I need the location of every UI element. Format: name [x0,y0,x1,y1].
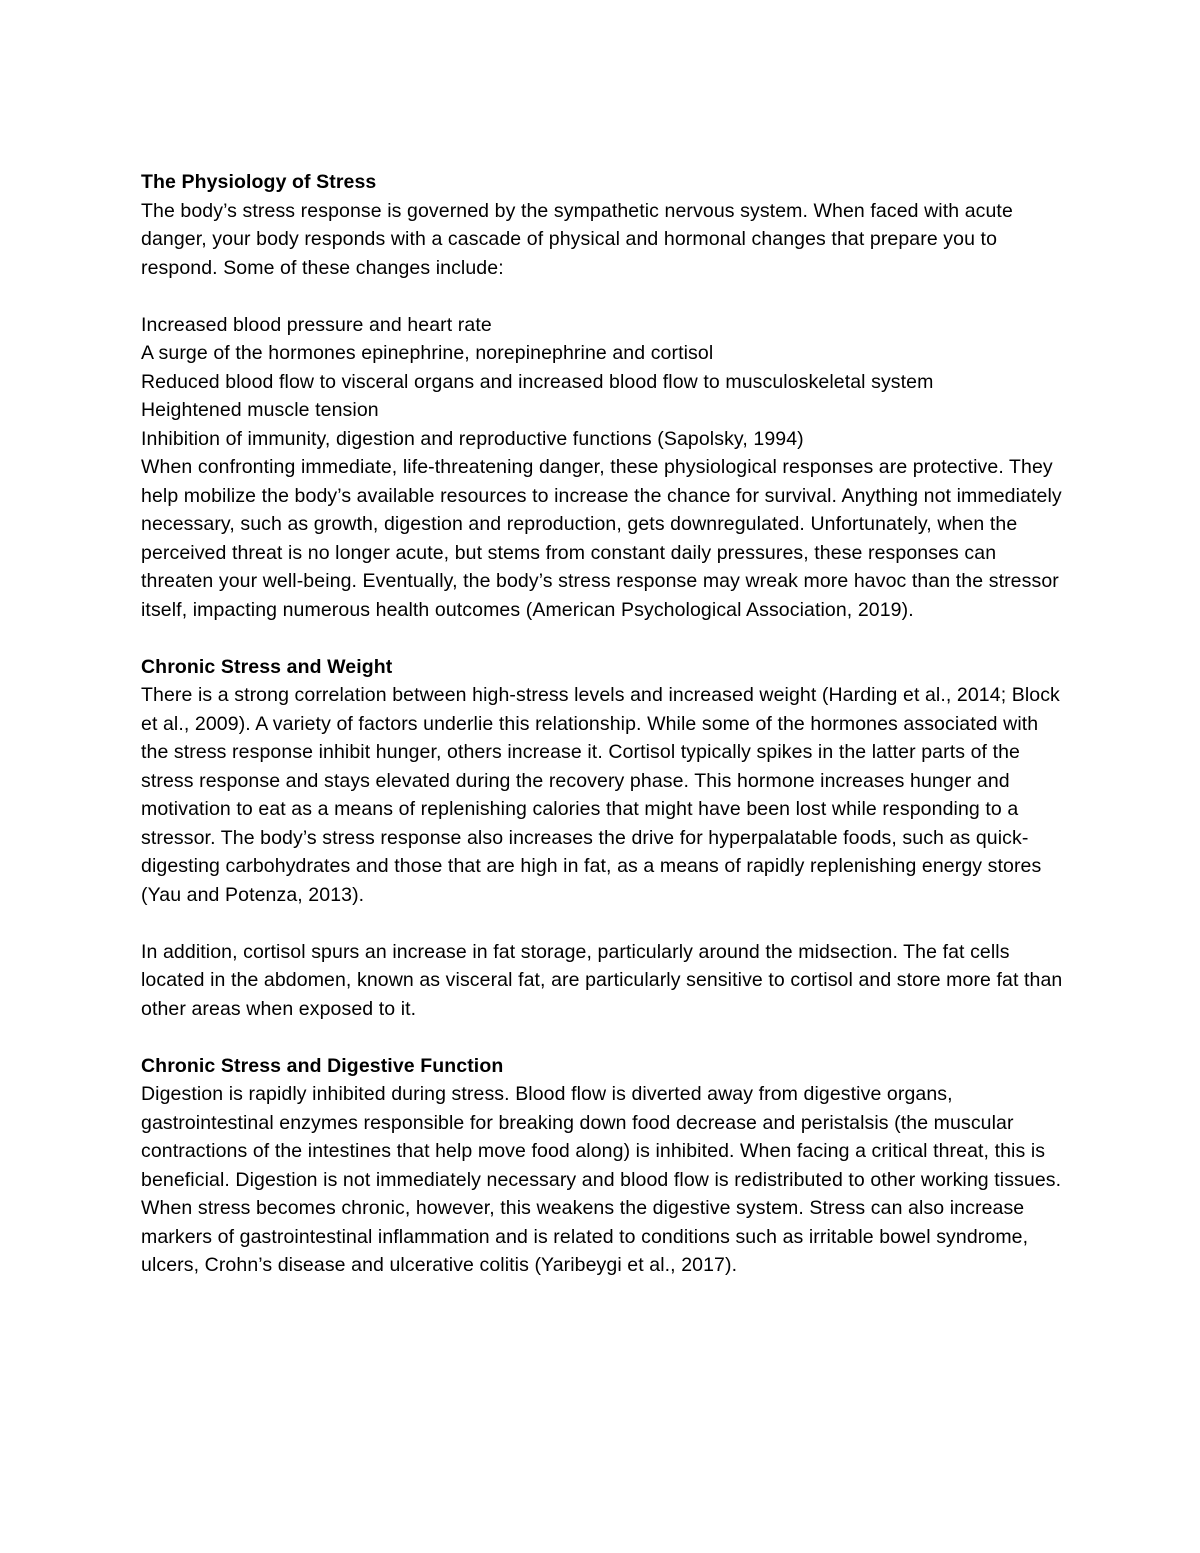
list-item: Heightened muscle tension [141,399,379,421]
spacer [141,909,1066,938]
list-item: Reduced blood flow to visceral organs and increased blood flow to musculoskeletal system [141,370,934,393]
document-page [141,168,1066,1280]
section-heading-digestive: Chronic Stress and Digestive Function [141,1054,504,1077]
spacer [141,1023,1066,1052]
spacer [141,624,1066,653]
section-paragraph: The body’s stress response is governed by the sympathetic nervous system. When faced with acute danger, your body responds with a cascade of physical and hormonal changes that prepare you to respond. Some of these changes include: [141,199,1013,279]
section-paragraph: Digestion is rapidly inhibited during stress. Blood flow is diverted away from digestive organs, gastrointestinal enzymes responsible for breaking down food decrease and peristalsis (the muscular contractions of the intestines that help move food along) is inhibited. When facing a critical threat, this is beneficial. Digestion is not immediately necessary and blood flow is redistributed to other working tissues. When stress becomes chronic, however, this weakens the digestive system. Stress can also increase markers of gastrointestinal inflammation and is related to conditions such as irritable bowel syndrome, ulcers, Crohn’s disease and ulcerative colitis (Yaribeygi et al., 2017). [141,1083,1062,1276]
list-item: Increased blood pressure and heart rate [141,313,492,336]
section-paragraph: There is a strong correlation between high-stress levels and increased weight (Harding et al., 2014; Block et al., 2009). A variety of factors underlie this relationship. While some of the hormones associated with the stress response inhibit hunger, others increase it. Cortisol typically spikes in the latter parts of the stress response and stays elevated during the recovery phase. This hormone increases hunger and motivation to eat as a means of replenishing calories that might have been lost while responding to a stressor. The body’s stress response also increases the drive for hyperpalatable foods, such as quick-digesting carbohydrates and those that are high in fat, as a means of rapidly replenishing energy stores (Yau and Potenza, 2013). [141,684,1060,906]
section-paragraph: When confronting immediate, life-threatening danger, these physiological responses are protective. They help mobilize the body’s available resources to increase the chance for survival. Anything not immediately necessary, such as growth, digestion and reproduction, gets downregulated. Unfortunately, when the perceived threat is no longer acute, but stems from constant daily pressures, these responses can threaten your well-being. Eventually, the body’s stress response may wreak more havoc than the stressor itself, impacting numerous health outcomes (American Psychological Association, 2019). [141,456,1062,621]
list-item: Inhibition of immunity, digestion and reproductive functions (Sapolsky, 1994) [141,427,804,450]
section-heading-physiology: The Physiology of Stress [141,171,377,193]
section-paragraph: In addition, cortisol spurs an increase in fat storage, particularly around the midsection. The fat cells located in the abdomen, known as visceral fat, are particularly sensitive to cortisol and store more fat than other areas when exposed to it. [141,940,1063,1020]
section-heading-weight: Chronic Stress and Weight [141,655,393,678]
list-item: A surge of the hormones epinephrine, norepinephrine and cortisol [141,342,714,364]
spacer [141,282,1066,311]
changes-list [141,311,1066,454]
